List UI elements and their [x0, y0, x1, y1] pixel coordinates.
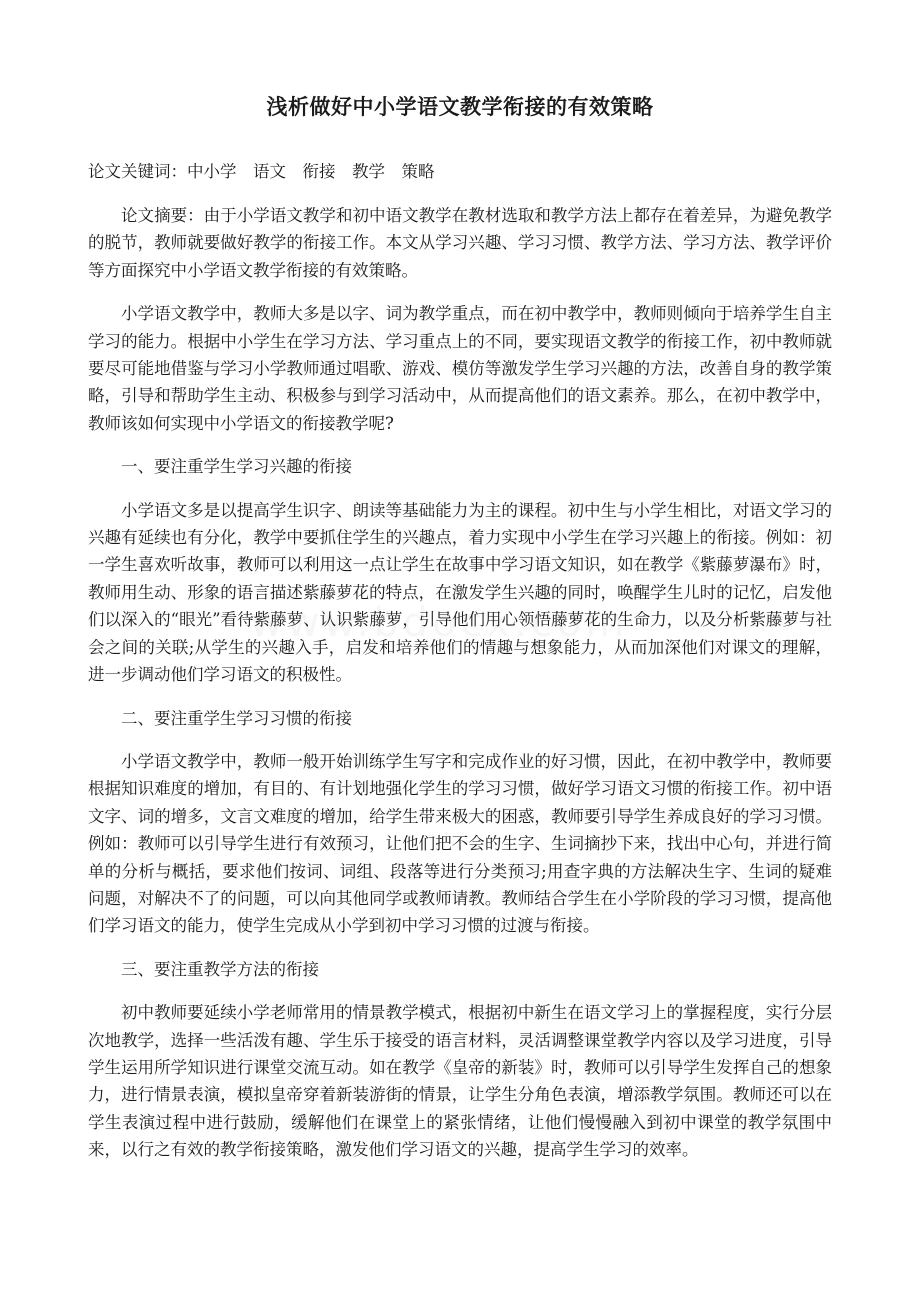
section-body: 小学语文多是以提高学生识字、朗读等基础能力为主的课程。初中生与小学生相比，对语文学习的兴趣有延续也有分化，教学中要抓住学生的兴趣点，着力实现中小学生在学习兴趣上的衔接。例如：初一学生喜欢听故事，教师可以利用这一点让学生在故事中学习语文知识，如在教学《紫藤萝瀑布》时，教师用生动、形象的语言描述紫藤萝花的特点，在激发学生兴趣的同时，唤醒学生儿时的记忆，启发他们以深入的“眼光”看待紫藤萝、认识紫藤萝，引导他们用心领悟藤萝花的生命力，以及分析紫藤萝与社会之间的关联;从学生的兴趣入手，启发和培养他们的情趣与想象能力，从而加深他们对课文的理解，进一步调动他们学习语文的积极性。 [88, 500, 832, 685]
section-heading: 一、要注重学生学习兴趣的衔接 [121, 457, 352, 477]
document-page [88, 92, 832, 1180]
section-body: 小学语文教学中，教师一般开始训练学生写字和完成作业的好习惯，因此，在初中教学中，教师要根据知识难度的增加，有目的、有计划地强化学生的学习习惯，做好学习语文习惯的衔接工作。初中语文字、词的增多，文言文难度的增加，给学生带来极大的困惑，教师要引导学生养成良好的学习习惯。例如：教师可以引导学生进行有效预习，让他们把不会的生字、生词摘抄下来，找出中心句，并进行简单的分析与概括，要求他们按词、词组、段落等进行分类预习;用查字典的方法解决生字、生词的疑难问题，对解决不了的问题，可以向其他同学或教师请教。教师结合学生在小学阶段的学习习惯，提高他们学习语文的能力，使学生完成从小学到初中学习习惯的过渡与衔接。 [88, 751, 832, 936]
section-body: 初中教师要延续小学老师常用的情景教学模式，根据初中新生在语文学习上的掌握程度，实行分层次地教学，选择一些活泼有趣、学生乐于接受的语言材料，灵活调整课堂教学内容以及学习进度，引导学生运用所学知识进行课堂交流互动。如在教学《皇帝的新装》时，教师可以引导学生发挥自己的想象力，进行情景表演，模拟皇帝穿着新装游街的情景，让学生分角色表演，增添教学氛围。教师还可以在学生表演过程中进行鼓励，缓解他们在课堂上的紧张情绪，让他们慢慢融入到初中课堂的教学氛围中来，以行之有效的教学衔接策略，激发他们学习语文的兴趣，提高学生学习的效率。 [88, 1003, 832, 1160]
document-title: 浅析做好中小学语文教学衔接的有效策略 [266, 94, 654, 119]
keywords-line: 论文关键词：中小学 语文 衔接 教学 策略 [88, 162, 435, 181]
section-heading: 三、要注重教学方法的衔接 [121, 959, 319, 979]
abstract-paragraph: 论文摘要：由于小学语文教学和初中语文教学在教材选取和教学方法上都存在着差异，为避免教学的脱节，教师就要做好教学的衔接工作。本文从学习兴趣、学习习惯、教学方法、学习方法、教学评价等方面探究中小学语文教学衔接的有效策略。 [88, 206, 832, 280]
intro-paragraph: 小学语文教学中，教师大多是以字、词为教学重点，而在初中教学中，教师则倾向于培养学生自主学习的能力。根据中小学生在学习方法、学习重点上的不同，要实现语文教学的衔接工作，初中教师就要尽可能地借鉴与学习小学教师通过唱歌、游戏、模仿等激发学生学习兴趣的方法，改善自身的教学策略，引导和帮助学生主动、积极参与到学习活动中，从而提高他们的语文素养。那么，在初中教学中，教师该如何实现中小学语文的衔接教学呢? [88, 304, 832, 433]
section-heading: 二、要注重学生学习习惯的衔接 [121, 708, 352, 728]
